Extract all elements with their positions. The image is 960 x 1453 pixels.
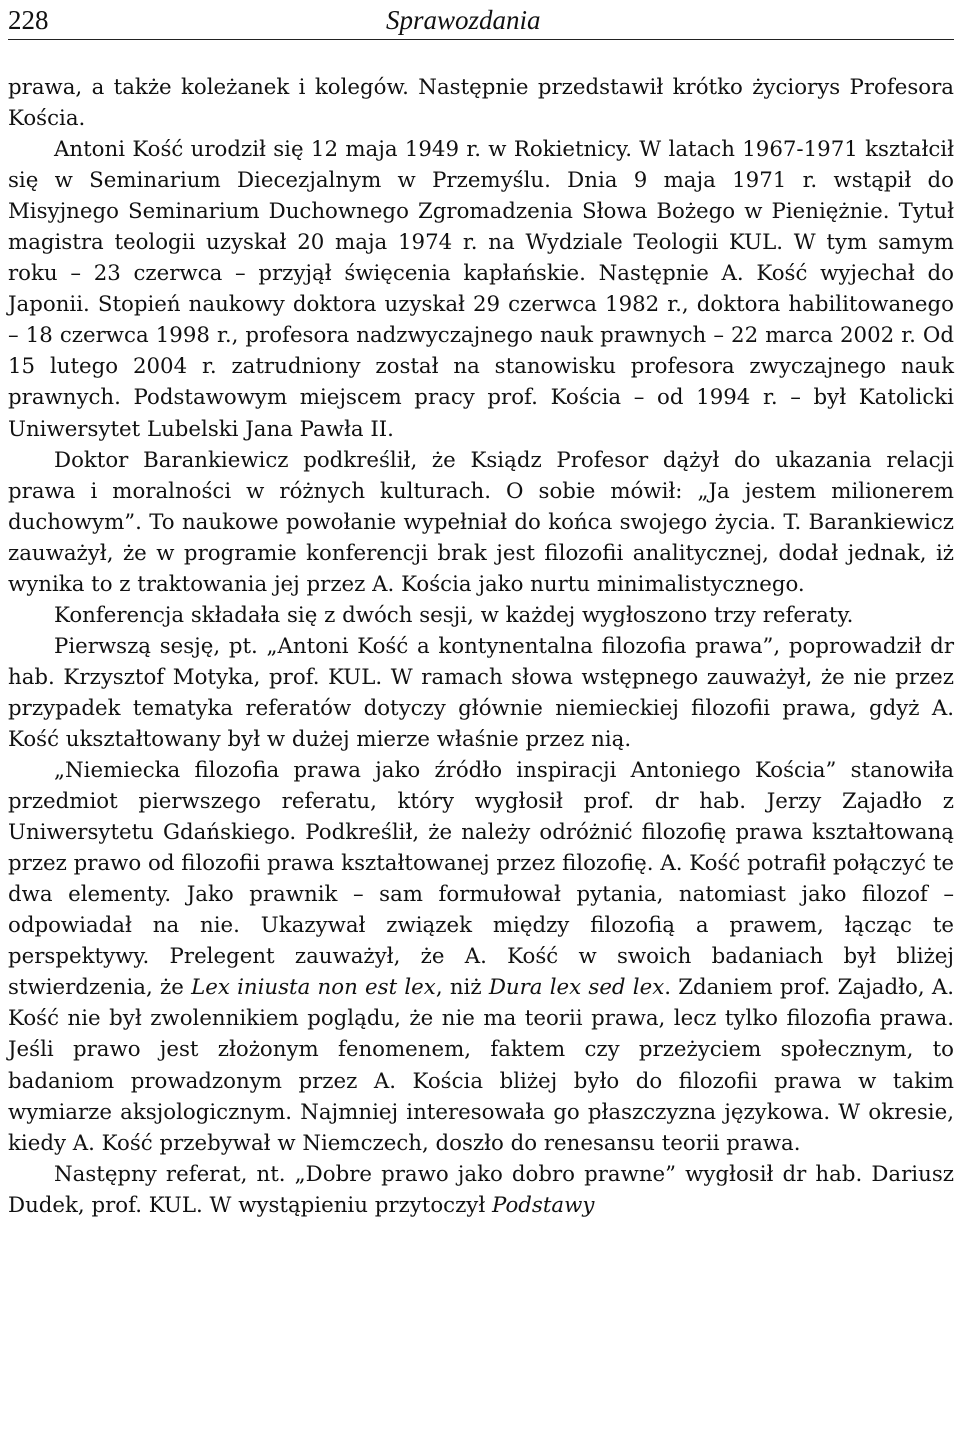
article-body	[8, 72, 954, 1221]
paragraph-continuation: prawa, a także koleżanek i kolegów. Następnie przedstawił krótko życiorys Profesora Kościa.	[8, 75, 954, 132]
paragraph-barankiewicz: Doktor Barankiewicz podkreślił, że Ksiądz Profesor dążył do ukazania relacji prawa i moralności w różnych kulturach. O sobie mówił: „Ja jestem milionerem duchowym”. To naukowe powołanie wypełniał do końca swojego życia. T. Barankiewicz zauważył, że w programie konferencji brak jest filozofii analitycznej, dodał jednak, iż wynika to z traktowania jej przez A. Kościa jako nurtu minimalistycznego.	[8, 447, 954, 597]
paragraph-first-session: Pierwszą sesję, pt. „Antoni Kość a kontynentalna filozofia prawa”, poprowadził dr hab. Krzysztof Motyka, prof. KUL. W ramach słowa wstępnego zauważył, że nie przez przypadek tematyka referatów dotyczy głównie niemieckiej filozofii prawa, gdyż A. Kość ukształtowany był w dużej mierze właśnie przez nią.	[8, 633, 954, 752]
paragraph-text: , niż	[435, 975, 489, 1001]
italic-title: Podstawy	[492, 1192, 595, 1218]
latin-phrase: Dura lex sed lex	[488, 975, 665, 1001]
paragraph-text: „Niemiecka filozofia prawa jako źródło inspiracji Antoniego Kościa” stanowiła przedmiot pierwszego referatu, który wygłosił prof. dr hab. Jerzy Zajadło z Uniwersytetu Gdańskiego. Podkreślił, że należy odróżnić filozofię prawa kształtowaną przez prawo od filozofii prawa kształtowanej przez filozofię. A. Kość potrafił połączyć te dwa elementy. Jako prawnik – sam formułował pytania, natomiast jako filozof – odpowiadał na nie. Ukazywał związek między filozofią a prawem, łącząc te perspektywy. Prelegent zauważył, że A. Kość w swoich badaniach był bliżej stwierdzenia, że	[8, 758, 954, 1001]
paragraph-conference-sessions: Konferencja składała się z dwóch sesji, w każdej wygłoszono trzy referaty.	[54, 602, 854, 628]
running-header	[8, 0, 954, 40]
section-title: Sprawozdania	[386, 5, 541, 35]
paragraph-biography: Antoni Kość urodził się 12 maja 1949 r. w Rokietnicy. W latach 1967-1971 kształcił się w Seminarium Diecezjalnym w Przemyślu. Dnia 9 maja 1971 r. wstąpił do Misyjnego Seminarium Duchownego Zgromadzenia Słowa Bożego w Pieniężnie. Tytuł magistra teologii uzyskał 20 maja 1974 r. na Wydziale Teologii KUL. W tym samym roku – 23 czerwca – przyjął święcenia kapłańskie. Następnie A. Kość wyjechał do Japonii. Stopień naukowy doktora uzyskał 29 czerwca 1982 r., doktora habilitowanego – 18 czerwca 1998 r., profesora nadzwyczajnego nauk prawnych – 22 marca 2002 r. Od 15 lutego 2004 r. zatrudniony został na stanowisku profesora zwyczajnego nauk prawnych. Podstawowym miejscem pracy prof. Kościa – od 1994 r. – był Katolicki Uniwersytet Lubelski Jana Pawła II.	[8, 137, 954, 442]
paragraph-first-lecture	[8, 755, 954, 1159]
page-number: 228	[8, 5, 49, 35]
latin-phrase: Lex iniusta non est lex	[191, 975, 436, 1001]
document-page	[8, 0, 954, 1221]
paragraph-text: Następny referat, nt. „Dobre prawo jako dobro prawne” wygłosił dr hab. Dariusz Dudek, prof. KUL. W wystąpieniu przytoczył	[8, 1161, 954, 1218]
paragraph-text: . Zdaniem prof. Zajadło, A. Kość nie był zwolennikiem poglądu, że nie ma teorii prawa, lecz tylko filozofia prawa. Jeśli prawo jest złożonym fenomenem, faktem czy przeżyciem społecznym, to badaniom prowadzonym przez A. Kościa bliżej było do filozofii prawa w takim wymiarze aksjologicznym. Najmniej interesowała go płaszczyzna językowa. W okresie, kiedy A. Kość przebywał w Niemczech, doszło do renesansu teorii prawa.	[8, 975, 954, 1156]
paragraph-next-lecture	[8, 1159, 954, 1221]
